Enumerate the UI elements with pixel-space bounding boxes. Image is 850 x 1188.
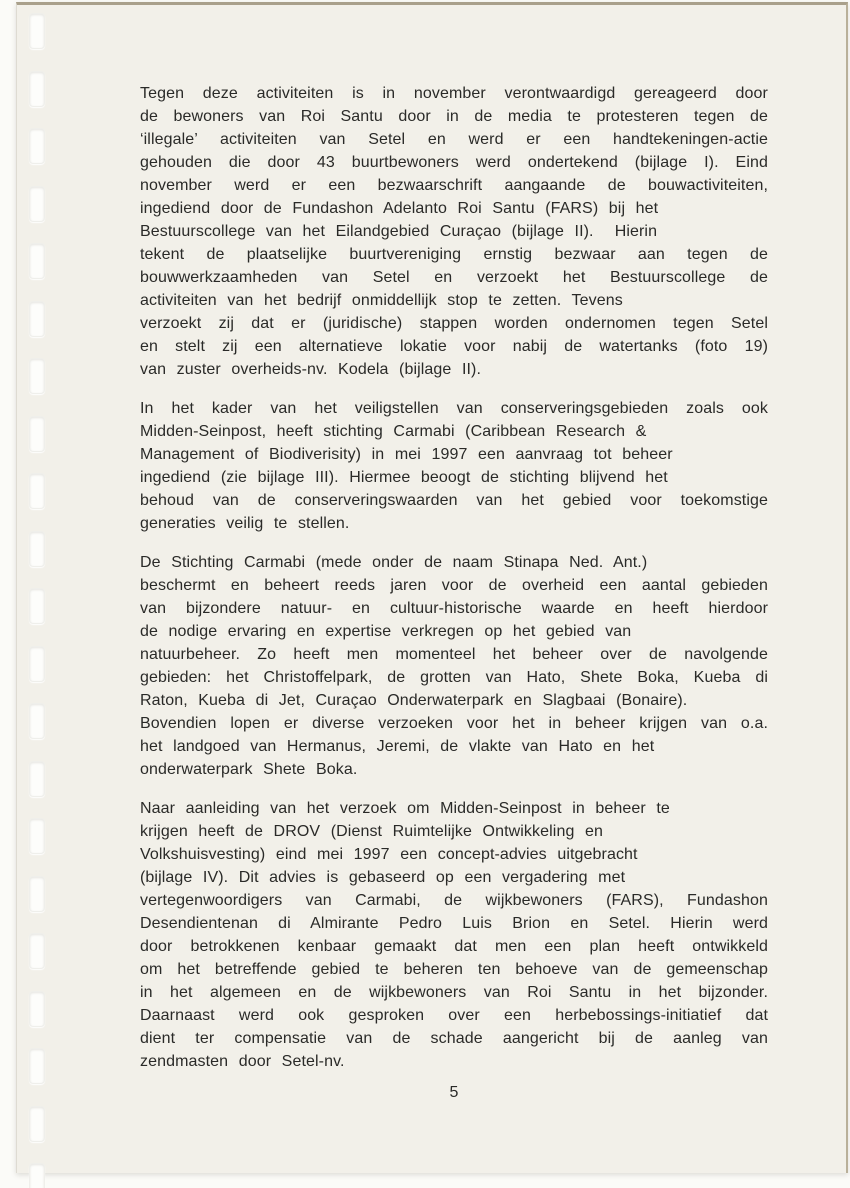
text-line: gehouden die door 43 buurtbewoners werd ondertekend (bijlage I). Eind bbox=[140, 154, 768, 171]
binding-hole bbox=[29, 186, 45, 222]
binding-hole bbox=[29, 761, 45, 797]
text-line: activiteiten van het bedrijf onmiddellijk stop te zetten. Tevens bbox=[140, 292, 623, 309]
text-line: zendmasten door Setel-nv. bbox=[140, 1053, 345, 1070]
paragraph bbox=[140, 82, 768, 381]
binding-hole bbox=[29, 71, 45, 107]
text-line: Volkshuisvesting) eind mei 1997 een concept-advies uitgebracht bbox=[140, 846, 638, 863]
binding-hole bbox=[29, 703, 45, 739]
binding-hole bbox=[29, 13, 45, 49]
text-line: behoud van de conserveringswaarden van het gebied voor toekomstige bbox=[140, 492, 768, 509]
binding-hole bbox=[29, 646, 45, 682]
text-line: in het algemeen en de wijkbewoners van Roi Santu in het bijzonder. bbox=[140, 984, 768, 1001]
binding-hole bbox=[29, 128, 45, 164]
binding-hole bbox=[29, 301, 45, 337]
text-line: dient ter compensatie van de schade aangericht bij de aanleg van bbox=[140, 1030, 768, 1047]
binding-hole bbox=[29, 243, 45, 279]
text-line: Naar aanleiding van het verzoek om Midden-Seinpost in beheer te bbox=[140, 800, 670, 817]
page-number: 5 bbox=[449, 1084, 459, 1101]
text-line: natuurbeheer. Zo heeft men momenteel het beheer over de navolgende bbox=[140, 646, 768, 663]
text-line: onderwaterpark Shete Boka. bbox=[140, 761, 358, 778]
binding-hole bbox=[29, 1106, 45, 1142]
text-line: Desendientenan di Almirante Pedro Luis Brion en Setel. Hierin werd bbox=[140, 915, 768, 932]
text-line: de nodige ervaring en expertise verkregen op het gebied van bbox=[140, 623, 632, 640]
text-line: van bijzondere natuur- en cultuur-historische waarde en heeft hierdoor bbox=[140, 600, 768, 617]
text-line: Management of Biodiverisity) in mei 1997 een aanvraag tot beheer bbox=[140, 446, 673, 463]
text-line: en stelt zij een alternatieve lokatie voor nabij de watertanks (foto 19) bbox=[140, 338, 768, 355]
text-line: tekent de plaatselijke buurtvereniging ernstig bezwaar aan tegen de bbox=[140, 246, 768, 263]
text-line: Bestuurscollege van het Eilandgebied Curaçao (bijlage II). Hierin bbox=[140, 223, 658, 240]
text-line: krijgen heeft de DROV (Dienst Ruimtelijke Ontwikkeling en bbox=[140, 823, 603, 840]
text-line: bouwwerkzaamheden van Setel en verzoekt het Bestuurscollege de bbox=[140, 269, 768, 286]
binding-hole bbox=[29, 588, 45, 624]
text-line: Raton, Kueba di Jet, Curaçao Onderwaterpark en Slagbaai (Bonaire). bbox=[140, 692, 688, 709]
text-line: beschermt en beheert reeds jaren voor de overheid een aantal gebieden bbox=[140, 577, 768, 594]
text-line: Tegen deze activiteiten is in november verontwaardigd gereageerd door bbox=[140, 85, 768, 102]
text-line: om het betreffende gebied te beheren ten behoeve van de gemeenschap bbox=[140, 961, 768, 978]
text-line: het landgoed van Hermanus, Jeremi, de vlakte van Hato en het bbox=[140, 738, 655, 755]
text-line: Daarnaast werd ook gesproken over een herbebossings-initiatief dat bbox=[140, 1007, 768, 1024]
binding-hole bbox=[29, 358, 45, 394]
text-line: (bijlage IV). Dit advies is gebaseerd op een vergadering met bbox=[140, 869, 626, 886]
binding-hole bbox=[29, 531, 45, 567]
text-line: Midden-Seinpost, heeft stichting Carmabi (Caribbean Research & bbox=[140, 423, 647, 440]
binding-hole bbox=[29, 1048, 45, 1084]
binding-hole bbox=[29, 818, 45, 854]
text-line: In het kader van het veiligstellen van conserveringsgebieden zoals ook bbox=[140, 400, 768, 417]
text-line: Bovendien lopen er diverse verzoeken voor het in beheer krijgen van o.a. bbox=[140, 715, 768, 732]
text-line: ‘illegale’ activiteiten van Setel en werd er een handtekeningen-actie bbox=[140, 131, 768, 148]
text-line: november werd er een bezwaarschrift aangaande de bouwactiviteiten, bbox=[140, 177, 768, 194]
binding-hole bbox=[29, 416, 45, 452]
document-body bbox=[140, 82, 768, 1104]
paragraph bbox=[140, 397, 768, 535]
text-line: vertegenwoordigers van Carmabi, de wijkbewoners (FARS), Fundashon bbox=[140, 892, 768, 909]
binding-hole bbox=[29, 876, 45, 912]
binding-hole bbox=[29, 933, 45, 969]
text-line: De Stichting Carmabi (mede onder de naam Stinapa Ned. Ant.) bbox=[140, 554, 648, 571]
binding-hole bbox=[29, 1163, 45, 1188]
text-line: verzoekt zij dat er (juridische) stappen worden ondernomen tegen Setel bbox=[140, 315, 768, 332]
text-line: de bewoners van Roi Santu door in de media te protesteren tegen de bbox=[140, 108, 768, 125]
paragraph bbox=[140, 551, 768, 781]
text-line: generaties veilig te stellen. bbox=[140, 515, 350, 532]
text-line: ingediend (zie bijlage III). Hiermee beoogt de stichting blijvend het bbox=[140, 469, 668, 486]
text-line: van zuster overheids-nv. Kodela (bijlage II). bbox=[140, 361, 482, 378]
binding-hole bbox=[29, 473, 45, 509]
text-line: ingediend door de Fundashon Adelanto Roi Santu (FARS) bij het bbox=[140, 200, 659, 217]
text-line: gebieden: het Christoffelpark, de grotten van Hato, Shete Boka, Kueba di bbox=[140, 669, 768, 686]
binding-hole bbox=[29, 991, 45, 1027]
text-line: door betrokkenen kenbaar gemaakt dat men een plan heeft ontwikkeld bbox=[140, 938, 768, 955]
paragraph bbox=[140, 797, 768, 1073]
